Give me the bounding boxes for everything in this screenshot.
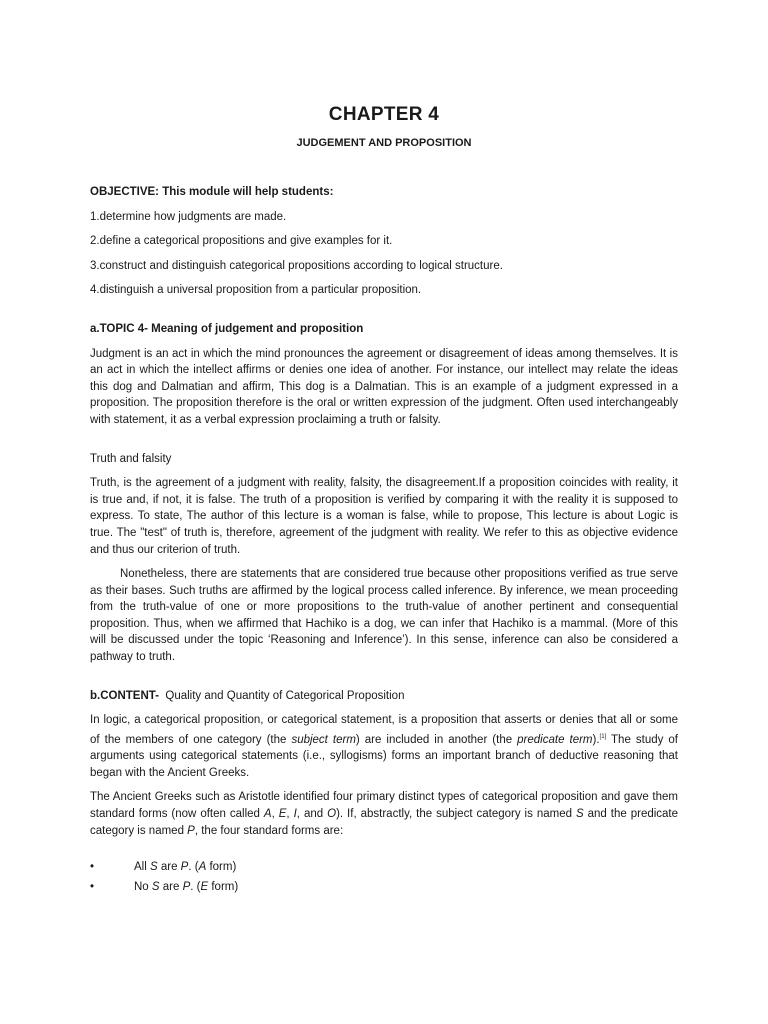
subject-term: subject term (291, 733, 356, 746)
chapter-subtitle: JUDGEMENT AND PROPOSITION (296, 137, 472, 149)
text-run: In logic, a categorical proposition, or categorical statement, is a proposition that asserts or denies that all or some of the members of one category (the (90, 714, 678, 746)
objective-item: 2.define a categorical propositions and give examples for it. (90, 235, 393, 248)
footnote-reference[interactable]: [1] (599, 733, 607, 740)
text-run: , (286, 808, 294, 821)
subject-symbol: S (151, 880, 160, 893)
text-run: . ( (190, 880, 201, 893)
form-letter: A (263, 808, 272, 821)
form-letter: A (198, 861, 207, 874)
text-run: ). If, abstractly, the subject category is named (336, 808, 576, 821)
bullet-icon: • (90, 880, 95, 893)
text-run: ). (592, 733, 600, 746)
text-run: , the four standard forms are: (194, 824, 344, 837)
text-run: form) (206, 861, 237, 874)
form-letter: E (200, 880, 209, 893)
text-run: are (159, 880, 183, 893)
truth-paragraph-1: Truth, is the agreement of a judgment with reality, falsity, the disagreement.If a proposition coincides with reality, it is true and, if not, it is false. The truth of a proposition is verified by comparing it with the reality it is supposed to express. To state, The author of this lecture is a woman is false, while to propose, This lecture is about Logic is true. The "test" of truth is, therefore, agreement of the judgment with reality. We refer to this as objective evidence and thus our criterion of truth. (90, 477, 678, 556)
content-paragraph-1 (90, 712, 678, 781)
text-run: and the predicate category is named (90, 808, 679, 837)
form-letter: I (293, 808, 297, 821)
objective-item: 1.determine how judgments are made. (90, 210, 287, 223)
text-run: The study of arguments using categorical statements (i.e., syllogisms) forms an important branch of deductive reasoning that began with the Ancient Greeks. (90, 733, 678, 779)
text-run: are (157, 861, 181, 874)
text-run: , and (296, 808, 328, 821)
text-run: , (271, 808, 279, 821)
predicate-symbol: P (187, 824, 195, 837)
chapter-title: CHAPTER 4 (328, 104, 440, 125)
text-run: No (134, 880, 152, 893)
predicate-symbol: P (180, 861, 189, 874)
document-body (90, 184, 678, 898)
subject-symbol: S (575, 808, 584, 821)
text-run: All (134, 861, 150, 874)
text-run: ) are included in another (the (355, 733, 518, 746)
form-letter: O (327, 808, 337, 821)
text-run: . ( (188, 861, 199, 874)
content-heading (90, 688, 678, 705)
text-run: form) (208, 880, 239, 893)
content-heading-label: b.CONTENT- (90, 689, 159, 702)
content-paragraph-2 (90, 789, 678, 839)
bullet-icon: • (90, 861, 95, 874)
list-item-text (134, 859, 236, 876)
truth-heading: Truth and falsity (90, 452, 172, 465)
objective-item: 3.construct and distinguish categorical propositions according to logical structure. (90, 259, 503, 272)
predicate-term: predicate term (517, 733, 593, 746)
objective-heading: OBJECTIVE: This module will help students: (90, 186, 334, 198)
truth-paragraph-2: Nonetheless, there are statements that are considered true because other propositions verified as true serve as their bases. Such truths are affirmed by the logical process called inference. By inference, we mean proceeding from the truth-value of one or more propositions to the truth-value of another pertinent and consequential proposition. Thus, when we affirmed that Hachiko is a dog, we can infer that Hachiko is a mammal. (More of this will be discussed under the topic ‘Reasoning and Inference’). In this sense, inference can also be considered a pathway to truth. (90, 568, 678, 664)
list-item (90, 879, 678, 896)
list-item-text (134, 879, 238, 896)
content-heading-title: Quality and Quantity of Categorical Proposition (165, 689, 405, 702)
predicate-symbol: P (182, 880, 191, 893)
standard-forms-list (90, 859, 678, 895)
topic-paragraph: Judgment is an act in which the mind pronounces the agreement or disagreement of ideas among themselves. It is an act in which the intellect affirms or denies one idea of another. For instance, our intellect may relate the ideas this dog and Dalmatian and affirm, This dog is a Dalmatian. This is an example of a judgment expressed in a proposition. The proposition therefore is the oral or written expression of the judgment. Often used interchangeably with statement, it as a verbal expression proclaiming a truth or falsity. (90, 347, 678, 426)
objective-item: 4.distinguish a universal proposition from a particular proposition. (90, 284, 422, 297)
topic-heading: a.TOPIC 4- Meaning of judgement and proposition (90, 322, 364, 335)
list-item (90, 859, 678, 876)
subject-symbol: S (149, 861, 158, 874)
text-run: The Ancient Greeks such as Aristotle identified four primary distinct types of categorical proposition and gave them standard forms (now often called (90, 791, 678, 821)
form-letter: E (278, 808, 287, 821)
